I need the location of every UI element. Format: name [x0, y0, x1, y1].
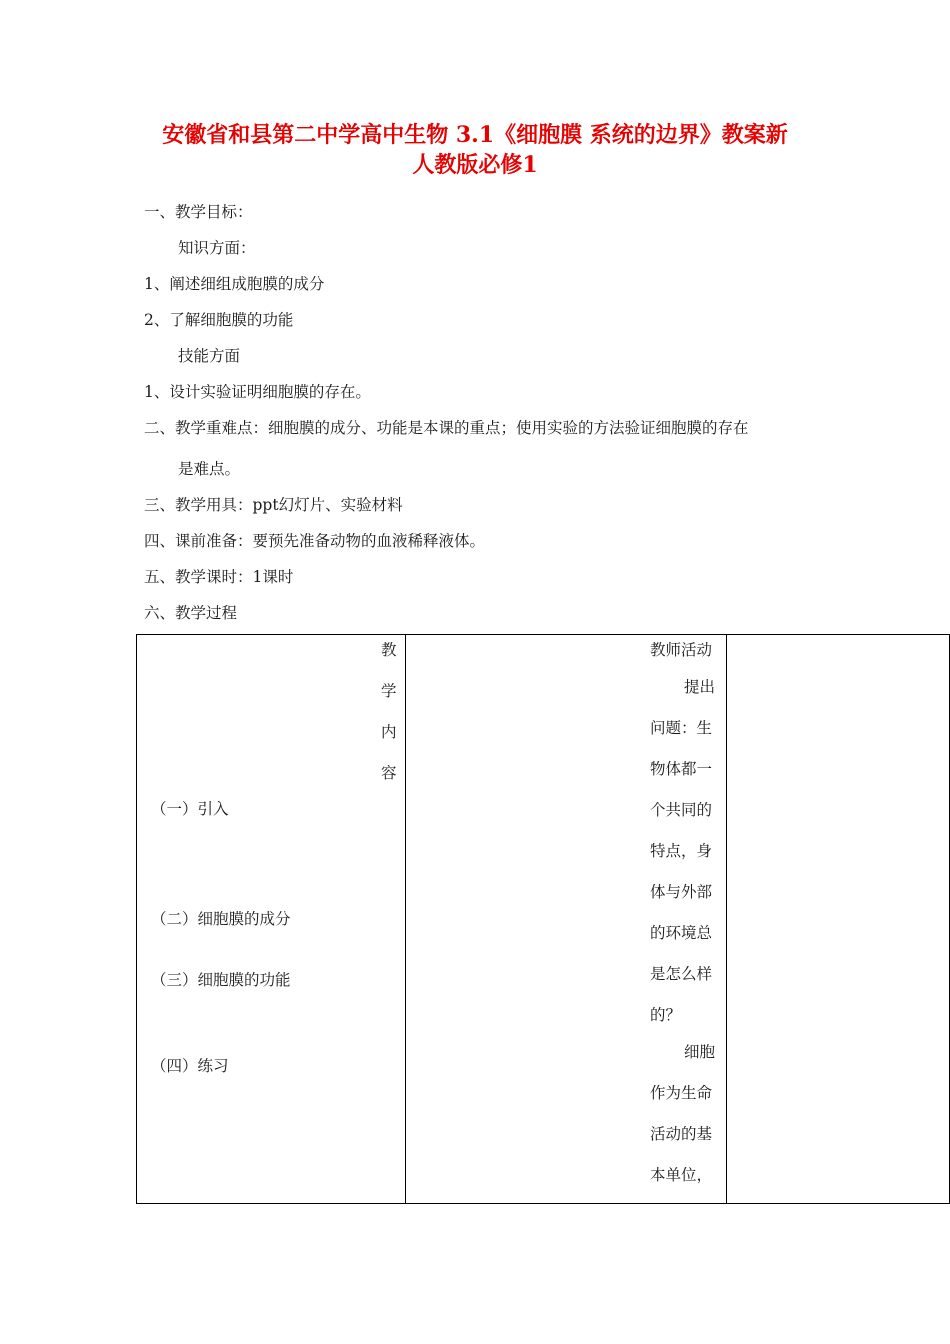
teacher-line: 本单位， [650, 1166, 713, 1184]
teacher-line: 的环境总 [650, 924, 713, 942]
knowledge-item-2: 2、了解细胞膜的功能 [144, 311, 294, 329]
teacher-line: 提出 [684, 678, 716, 696]
difficulty-line-1: 二、教学重难点：细胞膜的成分、功能是本课的重点；使用实验的方法验证细胞膜的存在 [144, 419, 749, 437]
teacher-line: 物体都一 [650, 760, 713, 778]
hours-line: 五、教学课时：1课时 [144, 568, 294, 586]
teaching-process-table [136, 634, 950, 1204]
teacher-line: 教师活动 [650, 641, 713, 659]
content-item: （三）细胞膜的功能 [151, 971, 291, 989]
prep-line: 四、课前准备：要预先准备动物的血液稀释液体。 [144, 532, 486, 550]
skill-heading: 技能方面 [178, 347, 241, 365]
teacher-line: 特点，身 [650, 842, 713, 860]
content-column [137, 635, 406, 1204]
teacher-line: 是怎么样 [650, 965, 713, 983]
student-activity-column [727, 635, 950, 1204]
document-title [150, 120, 800, 180]
teacher-line: 细胞 [684, 1043, 716, 1061]
teacher-line: 问题：生 [650, 719, 713, 737]
header-char: 容 [381, 764, 397, 782]
teacher-line: 个共同的 [650, 801, 713, 819]
content-item: （四）练习 [151, 1057, 229, 1075]
content-item: （一）引入 [151, 800, 229, 818]
difficulty-line-2: 是难点。 [178, 460, 241, 478]
teacher-line: 活动的基 [650, 1125, 713, 1143]
knowledge-item-1: 1、阐述细组成胞膜的成分 [144, 275, 325, 293]
header-char: 学 [381, 682, 397, 700]
teacher-line: 作为生命 [650, 1084, 713, 1102]
title-line-2: 人教版必修1 [412, 152, 538, 178]
content-item: （二）细胞膜的成分 [151, 910, 291, 928]
goals-heading: 一、教学目标： [144, 203, 253, 221]
teacher-activity-column [406, 635, 727, 1204]
teacher-line: 的？ [650, 1006, 682, 1024]
teacher-line: 体与外部 [650, 883, 713, 901]
header-char: 教 [381, 641, 397, 659]
knowledge-heading: 知识方面： [178, 239, 256, 257]
header-char: 内 [381, 723, 397, 741]
title-line-1: 安徽省和县第二中学高中生物 3.1《细胞膜 系统的边界》教案新 [162, 122, 788, 148]
process-heading: 六、教学过程 [144, 604, 238, 622]
tools-line: 三、教学用具：ppt幻灯片、实验材料 [144, 496, 403, 514]
skill-item-1: 1、设计实验证明细胞膜的存在。 [144, 383, 371, 401]
